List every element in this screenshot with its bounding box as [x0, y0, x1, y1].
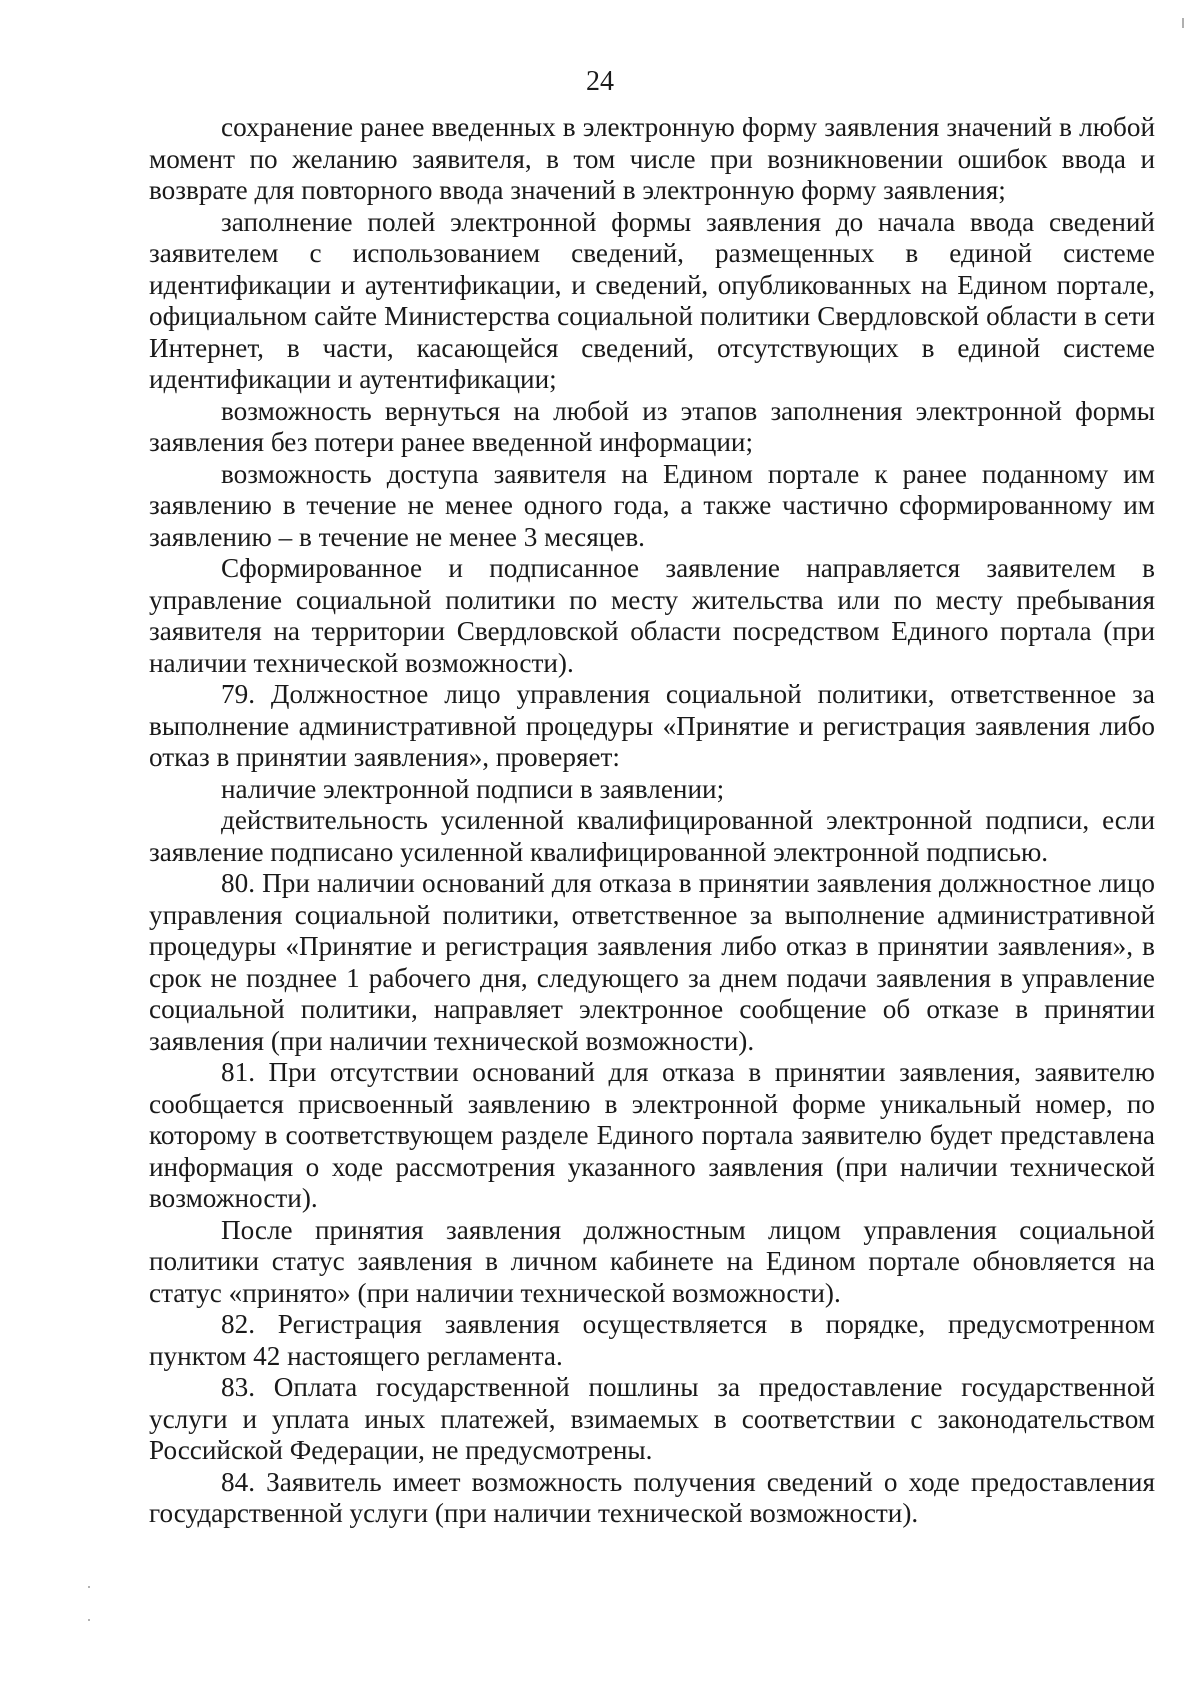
document-body [149, 112, 1155, 1530]
paragraph-autofill-fields: заполнение полей электронной формы заявления до начала ввода сведений заявителем с использованием сведений, размещенных в единой системе идентификации и аутентификации, и сведений, опубликованных на Едином портале, официальном сайте Министерства социальной политики Свердловской области в сети Интернет, в части, касающейся сведений, отсутствующих в единой системе идентификации и аутентификации; [149, 206, 1155, 394]
paragraph-item-82: 82. Регистрация заявления осуществляется в порядке, предусмотренном пунктом 42 настоящего регламента. [149, 1309, 1155, 1371]
paragraph-item-83: 83. Оплата государственной пошлины за предоставление государственной услуги и уплата иных платежей, взимаемых в соответствии с законодательством Российской Федерации, не предусмотрены. [149, 1372, 1155, 1465]
paragraph-signature-validity: действительность усиленной квалифицированной электронной подписи, если заявление подписано усиленной квалифицированной электронной подписью. [149, 805, 1155, 867]
paragraph-return-to-step: возможность вернуться на любой из этапов заполнения электронной формы заявления без потери ранее введенной информации; [149, 395, 1155, 457]
paragraph-signature-presence: наличие электронной подписи в заявлении; [221, 773, 725, 804]
paragraph-status-accepted: После принятия заявления должностным лицом управления социальной политики статус заявления в личном кабинете на Едином портале обновляется на статус «принято» (при наличии технической возможности). [149, 1214, 1155, 1308]
paragraph-item-81: 81. При отсутствии оснований для отказа в принятии заявления, заявителю сообщается присвоенный заявлению в электронной форме уникальный номер, по которому в соответствующем разделе Единого портала заявителю будет представлена информация о ходе рассмотрения указанного заявления (при наличии технической возможности). [149, 1057, 1155, 1213]
paragraph-item-80: 80. При наличии оснований для отказа в принятии заявления должностное лицо управления социальной политики, ответственное за выполнение административной процедуры «Принятие и регистрация заявления либо отказ в принятии заявления», в срок не позднее 1 рабочего дня, следующего за днем подачи заявления в управление социальной политики, направляет электронное сообщение об отказе в принятии заявления (при наличии технической возможности). [149, 868, 1155, 1056]
paragraph-access-to-application: возможность доступа заявителя на Едином портале к ранее поданному им заявлению в течение не менее одного года, а также частично сформированному им заявлению – в течение не менее 3 месяцев. [149, 458, 1155, 552]
scan-artifact [88, 1586, 90, 1588]
page-number: 24 [586, 66, 614, 97]
scan-artifact [1182, 18, 1184, 28]
paragraph-item-79: 79. Должностное лицо управления социальной политики, ответственное за выполнение административной процедуры «Принятие и регистрация заявления либо отказ в принятии заявления», проверяет: [149, 679, 1155, 772]
scan-artifact [88, 1619, 90, 1621]
paragraph-item-84: 84. Заявитель имеет возможность получения сведений о ходе предоставления государственной услуги (при наличии технической возможности). [149, 1466, 1155, 1528]
paragraph-submission: Сформированное и подписанное заявление направляется заявителем в управление социальной политики по месту жительства или по месту пребывания заявителя на территории Свердловской области посредством Единого портала (при наличии технической возможности). [149, 553, 1155, 678]
paragraph-save-entered-values: сохранение ранее введенных в электронную форму заявления значений в любой момент по желанию заявителя, в том числе при возникновении ошибок ввода и возврате для повторного ввода значений в электронную форму заявления; [149, 112, 1155, 205]
